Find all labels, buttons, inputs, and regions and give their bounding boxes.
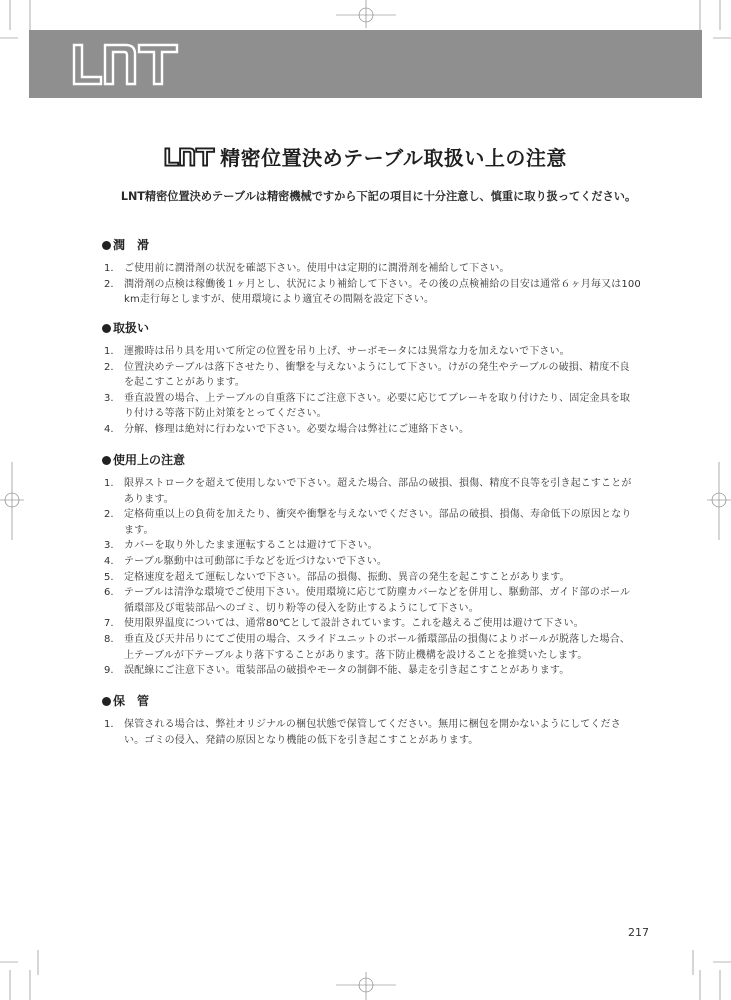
title-lnt-logo — [164, 147, 216, 167]
section-usage-precautions — [104, 450, 664, 679]
intro-text: LNT精密位置決めテーブルは精密機械ですから下記の項目に十分注意し、慎重に取り扱ってください。 — [120, 190, 637, 203]
list-item: 7. 使用限界温度については、通常80℃として設計されています。これを越えるご使用は避けて下さい。 — [104, 618, 584, 630]
bullet-icon — [102, 456, 111, 465]
list-item: 9. 誤配線にご注意下さい。電装部品の破損やモータの制御不能、暴走を引き起こすことがあります。 — [104, 665, 570, 677]
list-item: 5. 定格速度を超えて運転しないで下さい。部品の損傷、振動、異音の発生を起こすことがあります。 — [104, 571, 570, 583]
list-item: 1. ご使用前に潤滑剤の状況を確認下さい。使用中は定期的に潤滑剤を補給して下さい。 — [104, 263, 510, 274]
page-number: 217 — [628, 926, 649, 939]
list-item: 1. 限界ストロークを超えて使用しないで下さい。超えた場合、部品の破損、損傷、精度不良等を引き起こすことが あります。 — [104, 478, 632, 505]
list-item: 1. 保管される場合は、弊社オリジナルの梱包状態で保管してください。無用に梱包を開かないようにしてくださ い。ゴミの侵入、発錆の原因となり機能の低下を引き起こすことがあります。 — [104, 719, 621, 746]
section-heading: 保 管 — [102, 691, 664, 711]
section-heading: 使用上の注意 — [102, 450, 664, 470]
bullet-icon — [102, 697, 111, 706]
bullet-icon — [102, 324, 111, 333]
list-item: 8. 垂直及び天井吊りにてご使用の場合、スライドユニットのボール循環部品の損傷によりボールが脱落した場合、 上テーブルが下テーブルより落下することがあります。落下防止機構を設けることを推奨いたします。 — [104, 633, 630, 661]
list-item: 4. テーブル駆動中は可動部に手などを近づけないで下さい。 — [104, 555, 387, 567]
section-handling — [104, 318, 664, 438]
section-lubrication — [104, 235, 664, 308]
list-item: 4. 分解、修理は絶対に行わないで下さい。必要な場合は弊社にご連絡下さい。 — [104, 423, 470, 435]
list-item: 3. カバーを取り外したまま運転することは避けて下さい。 — [104, 540, 378, 552]
section-storage — [104, 691, 664, 748]
list-item: 2. 定格荷重以上の負荷を加えたり、衝突や衝撃を与えないでください。部品の破損、損傷、寿命低下の原因となり ます。 — [104, 509, 632, 536]
lnt-logo — [71, 39, 181, 89]
section-heading: 潤 滑 — [102, 235, 664, 255]
section-heading: 取扱い — [102, 318, 664, 338]
list-item: 3. 垂直設置の場合、上テーブルの自重落下にご注意下さい。必要に応じてブレーキを取り付けたり、固定金具を取 り付ける等落下防止対策をとってください。 — [104, 392, 631, 420]
document-title — [0, 142, 731, 171]
header-band — [29, 30, 702, 98]
list-item: 2. 潤滑剤の点検は稼働後１ヶ月とし、状況により補給して下さい。その後の点検補給の目安は通常６ヶ月毎又は100 km走行毎としますが、使用環境により適宜その間隔を設定下さい。 — [104, 278, 641, 306]
list-item: 2. 位置決めテーブルは落下させたり、衝撃を与えないようにして下さい。けがの発生やテーブルの破損、精度不良 を起こすことがあります。 — [104, 361, 630, 389]
list-item: 1. 運搬時は吊り具を用いて所定の位置を吊り上げ、サーボモータには異常な力を加えないで下さい。 — [104, 346, 570, 357]
bullet-icon — [102, 241, 111, 250]
list-item: 6. テーブルは清浄な環境でご使用下さい。使用環境に応じて防塵カバーなどを併用し、駆動部、ガイド部のボール 循環部及び電装部品へのゴミ、切り粉等の侵入を防止するようにして下さい。 — [104, 587, 631, 614]
page-title: 精密位置決めテーブル取扱い上の注意 — [220, 146, 567, 170]
